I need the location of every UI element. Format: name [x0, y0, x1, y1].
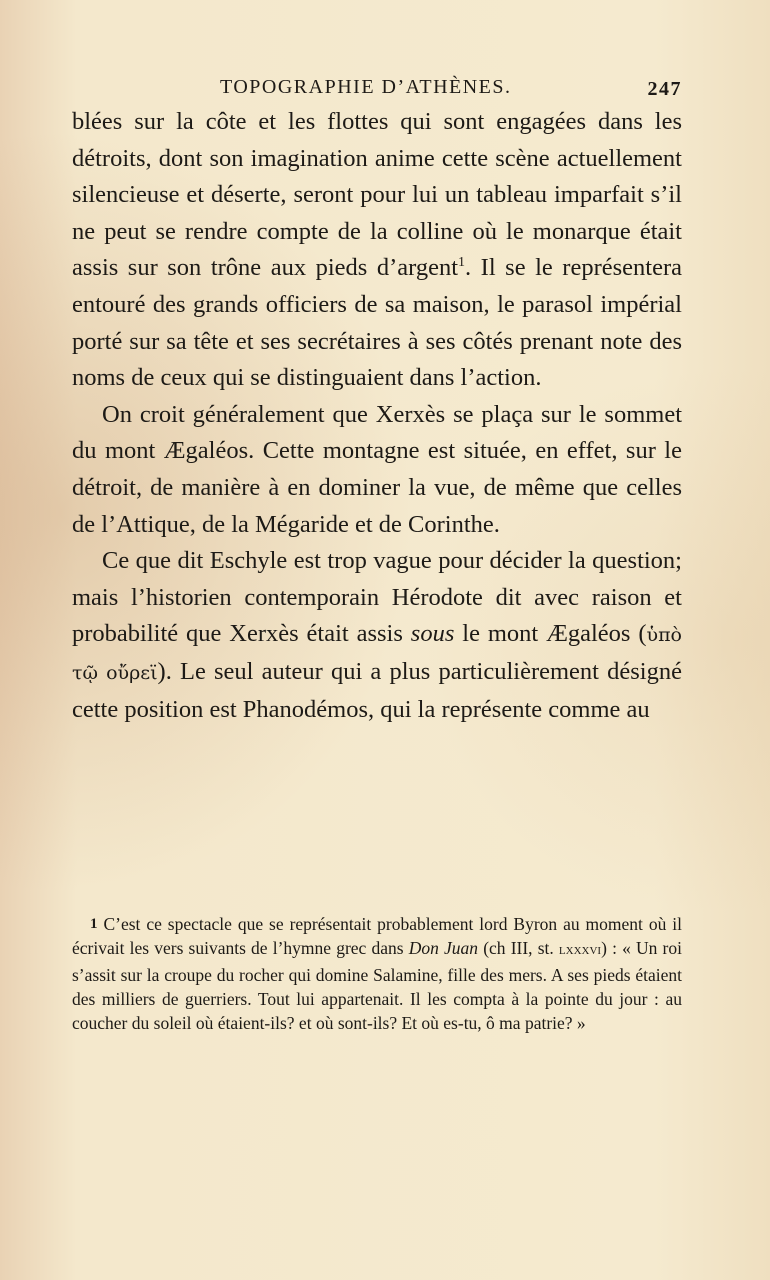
footnote-section — [72, 912, 682, 1035]
main-text — [72, 104, 682, 728]
footnote-text-c: ) : « Un roi s’assit sur la croupe du rocher qui domine Salamine, fille des mers. A ses pieds étaient des milliers de guerriers. Tout lui appartenait. Il les compta à la pointe du jour : au coucher du soleil où étaient-ils? et où sont-ils? Et où es-tu, ô ma patrie? » — [72, 938, 682, 1034]
footnote-text-a: C’est ce spectacle que se représentait probablement lord Byron au moment où il écrivait les vers suivants de l’hymne grec dans — [72, 914, 682, 959]
footnote-stanza: lxxxvi — [558, 942, 602, 959]
footnote-work-title: Don Juan — [408, 938, 479, 959]
footnote-1 — [72, 912, 682, 1035]
footnote-number: 1 — [90, 916, 98, 932]
paragraph-2: On croit généralement que Xerxès se plaça sur le sommet du mont Ægaléos. Cette montagne est située, en effet, sur le détroit, de manière à en dominer la vue, de même que celles de l’Attique, de la Mégaride et de Corinthe. — [72, 400, 682, 538]
paragraph-3-text-a: Ce que dit Eschyle est trop vague pour décider la question; mais l’historien contemporain Hérodote dit avec raison et probabilité que Xerxès était assis — [72, 547, 682, 648]
running-title: TOPOGRAPHIE D’ATHÈNES. — [220, 76, 512, 98]
greek-quotation: ὑπὸ τῷ οὔρεϊ — [72, 624, 682, 684]
paragraph-1-text: blées sur la côte et les flottes qui sont engagées dans les détroits, dont son imagination anime cette scène actuellement silencieuse et déserte, seront pour lui un tableau imparfait s’il ne peut se rendre compte de la colline où le monarque était assis sur son trône aux pieds d’argent — [72, 108, 682, 282]
paragraph-3-text-c: ). Le seul auteur qui a plus particulièrement désigné cette position est Phanodémos, qui la représente comme au — [72, 657, 682, 723]
paragraph-1-text-continued: . Il se le représentera entouré des grands officiers de sa maison, le parasol impérial porté sur sa tête et ses secrétaires à ses côtés prenant note des noms de ceux qui se distinguaient dans l’action. — [72, 254, 683, 392]
paragraph-3-italic: sous — [410, 620, 455, 648]
paragraph-3-text-b: le mont Ægaléos ( — [454, 620, 647, 648]
book-page — [72, 72, 682, 728]
paragraph-3 — [72, 543, 682, 728]
footnote-text-b: (ch III, st. — [478, 938, 559, 959]
running-header — [72, 72, 682, 104]
page-number: 247 — [647, 78, 682, 100]
footnote-reference: 1 — [458, 255, 466, 271]
paragraph-1 — [72, 104, 682, 397]
